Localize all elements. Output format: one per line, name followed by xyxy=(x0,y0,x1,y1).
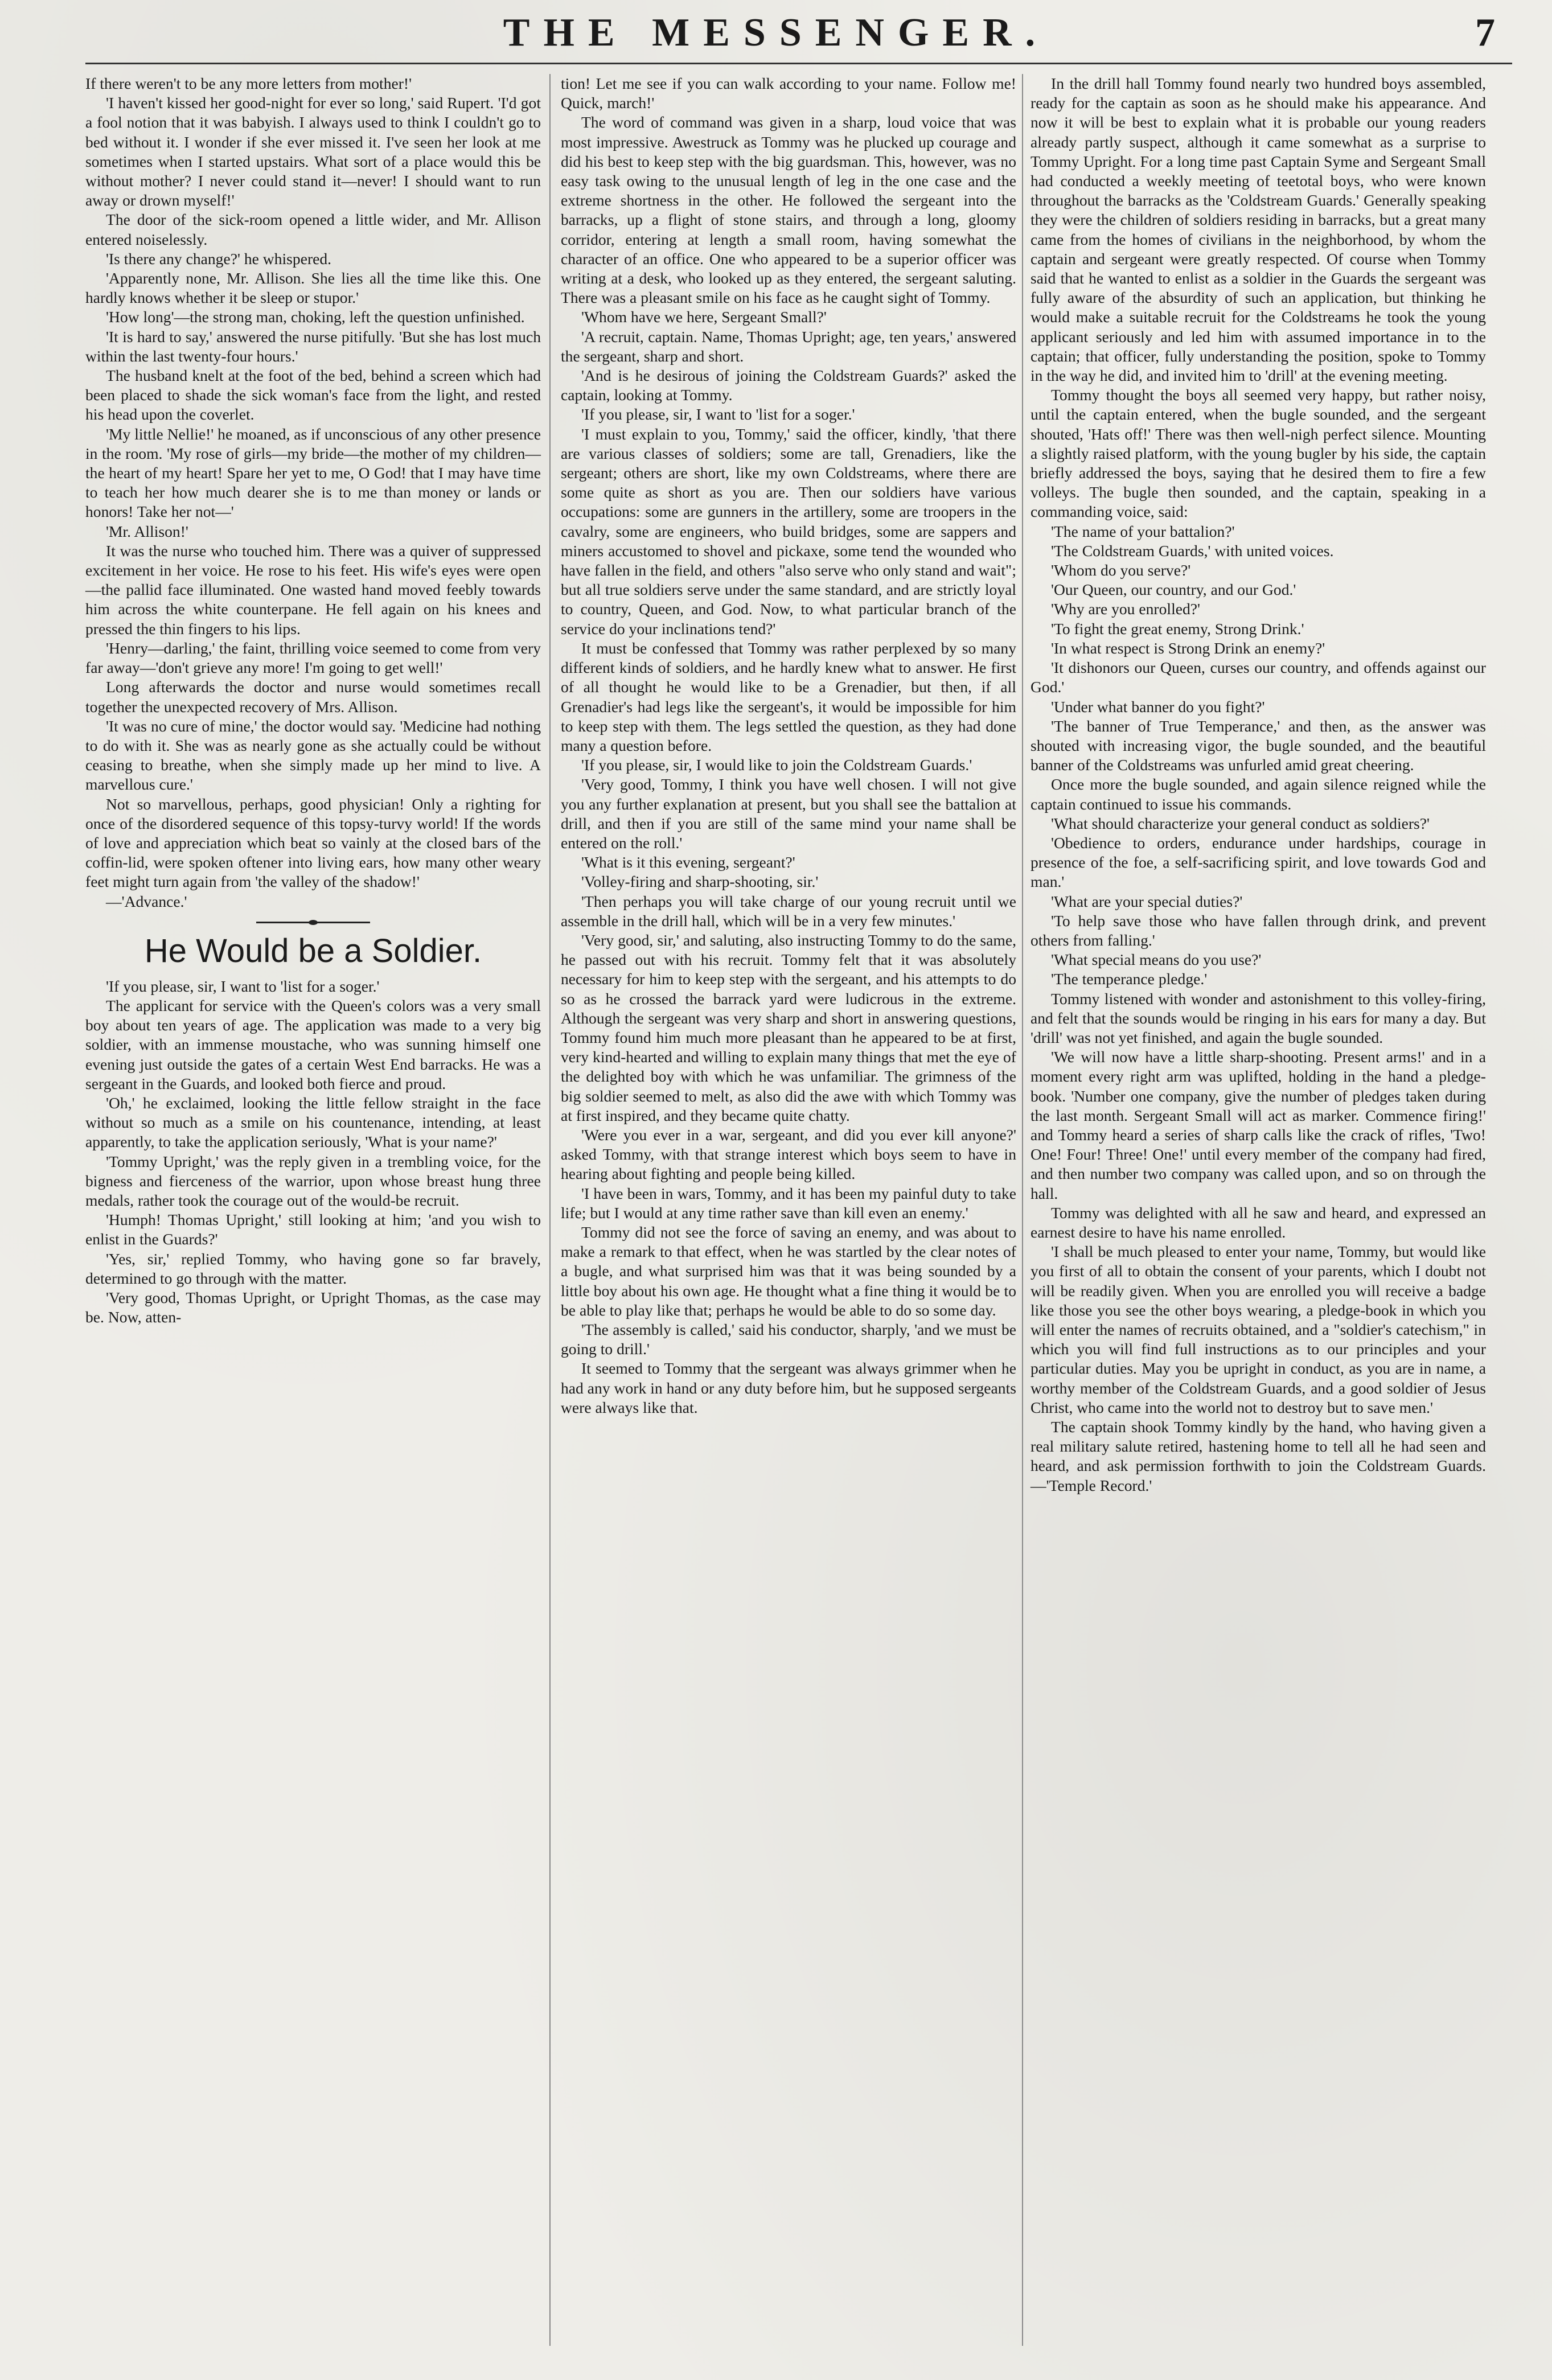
column-separator xyxy=(549,74,551,2346)
story-soldier-part-2 xyxy=(561,74,1016,1417)
paragraph: 'I haven't kissed her good-night for ever so long,' said Rupert. 'I'd got a fool notion that it was babyish. I always used to think I couldn't go to bed without it. I wonder if she ever missed it. I've seen her look at me sometimes when I started upstairs. What sort of a place would this be without mother? I never could stand it—never! I should want to run away or drown myself!' xyxy=(85,94,541,209)
section-divider xyxy=(256,922,370,923)
paragraph: 'How long'—the strong man, choking, left the question unfinished. xyxy=(106,308,525,326)
paragraph: If there weren't to be any more letters from mother!' xyxy=(85,75,412,92)
masthead-title: THE MESSENGER. xyxy=(503,11,1049,55)
paragraph: 'It dishonors our Queen, curses our country, and offends against our God.' xyxy=(1030,659,1486,696)
paragraph: 'The assembly is called,' said his conductor, sharply, 'and we must be going to drill.' xyxy=(561,1321,1016,1358)
paragraph: 'Were you ever in a war, sergeant, and did you ever kill anyone?' asked Tommy, with that strange interest which boys seem to have in hearing about fighting and people being killed. xyxy=(561,1125,1016,1183)
paragraph: 'Humph! Thomas Upright,' still looking at him; 'and you wish to enlist in the Guards?' xyxy=(85,1211,541,1248)
paragraph: Tommy was delighted with all he saw and heard, and expressed an earnest desire to have his name enrolled. xyxy=(1030,1203,1486,1241)
paragraph: Tommy thought the boys all seemed very happy, but rather noisy, until the captain entered, when the bugle sounded, and the sergeant shouted, 'Hats off!' There was then well-nigh perfect silence. Mounting a slightly raised platform, with the young bugler by his side, the captain briefly addressed the boys, saying that he desired them to fire a few volleys. The bugle then sounded, and the captain, speaking in a commanding voice, said: xyxy=(1030,386,1486,521)
header-rule xyxy=(85,63,1512,64)
paragraph: 'Then perhaps you will take charge of our young recruit until we assemble in the drill hall, which will be in a very few minutes.' xyxy=(561,892,1016,930)
paragraph: Long afterwards the doctor and nurse would sometimes recall together the unexpected recovery of Mrs. Allison. xyxy=(85,678,541,716)
paragraph: 'To help save those who have fallen through drink, and prevent others from falling.' xyxy=(1030,911,1486,949)
story-soldier-part-3 xyxy=(1030,74,1486,1495)
paragraph: 'Yes, sir,' replied Tommy, who having gone so far bravely, determined to go through with the matter. xyxy=(85,1249,541,1287)
paragraph: 'The temperance pledge.' xyxy=(1051,970,1208,988)
paragraph: It seemed to Tommy that the sergeant was always grimmer when he had any work in hand or any duty before him, but he supposed sergeants were always like that. xyxy=(561,1359,1016,1416)
article-headline: He Would be a Soldier. xyxy=(144,932,482,969)
column-2 xyxy=(561,74,1016,1417)
paragraph: 'If you please, sir, I would like to join the Coldstream Guards.' xyxy=(581,756,972,774)
paragraph: 'The Coldstream Guards,' with united voices. xyxy=(1051,541,1334,560)
paragraph: 'Very good, Tommy, I think you have well chosen. I will not give you any further explanation at present, but you shall see the battalion at drill, and then if you are still of the same mind your name shall be entered on the roll.' xyxy=(561,775,1016,852)
paragraph: 'If you please, sir, I want to 'list for a soger.' xyxy=(106,977,380,995)
paragraph: 'It is hard to say,' answered the nurse pitifully. 'But she has lost much within the last twenty-four hours.' xyxy=(85,327,541,365)
paragraph: 'Whom do you serve?' xyxy=(1051,561,1191,579)
paragraph: The word of command was given in a sharp, loud voice that was most impressive. Awestruck as Tommy was he plucked up courage and did his best to keep step with the big guardsman. This, however, was no easy task owing to the unusual length of leg in the one case and the extreme shortness in the other. He followed the sergeant into the barracks, up a flight of stone stairs, and through a long, gloomy corridor, entering at length a small room, having somewhat the character of an office. One who appeared to be a superior officer was writing at a desk, who looked up as they entered, the sergeant saluting. There was a pleasant smile on his face as he caught sight of Tommy. xyxy=(561,113,1016,307)
paragraph: 'Oh,' he exclaimed, looking the little fellow straight in the face without so much as a smile on his countenance, intending, at least apparently, to take the application seriously, 'What is your name?' xyxy=(85,1094,541,1151)
paragraph: 'Tommy Upright,' was the reply given in a trembling voice, for the bigness and fierceness of the warrior, upon whose breast hung three medals, rather took the courage out of the would-be recruit. xyxy=(85,1152,541,1209)
paragraph: 'Apparently none, Mr. Allison. She lies all the time like this. One hardly knows whether it be sleep or stupor.' xyxy=(85,269,541,307)
paragraph: 'In what respect is Strong Drink an enemy?' xyxy=(1051,639,1325,657)
paragraph: 'A recruit, captain. Name, Thomas Upright; age, ten years,' answered the sergeant, sharp and short. xyxy=(561,327,1016,365)
paragraph: 'Is there any change?' he whispered. xyxy=(106,249,332,268)
masthead xyxy=(0,10,1552,56)
paragraph: 'Why are you enrolled?' xyxy=(1051,600,1201,618)
column-3 xyxy=(1030,74,1486,1495)
paragraph: It must be confessed that Tommy was rather perplexed by so many different kinds of soldiers, and he hardly knew what to answer. He first of all thought he would like to be a Grenadier, but then, if all Grenadier's had legs like the sergeant's, it would be impossible for him to keep step with them. The legs settled the question, as they had done many a question before. xyxy=(561,639,1016,754)
paragraph: Not so marvellous, perhaps, good physician! Only a righting for once of the disordered sequence of this topsy-turvy world! If the words of love and appreciation which beat so vainly at the closed bars of the coffin-lid, were spoken oftener into living ears, how many other weary feet might turn again from 'the valley of the shadow!' xyxy=(85,795,541,891)
paragraph: 'I shall be much pleased to enter your name, Tommy, but would like you first of all to obtain the consent of your parents, which I doubt not will be readily given. When you are enrolled you will receive a badge like those you see the other boys wearing, a pledge-book in which you will enter the names of recruits obtained, and a "soldier's catechism," in which you will find full instructions as to our principles and your particular duties. May you be upright in conduct, as you are in name, a worthy member of the Coldstream Guards, and a good soldier of Jesus Christ, who came into the world not to destroy but to save men.' xyxy=(1030,1243,1486,1416)
paragraph: tion! Let me see if you can walk according to your name. Follow me! Quick, march!' xyxy=(561,75,1016,112)
paragraph: 'Henry—darling,' the faint, thrilling voice seemed to come from very far away—'don't grieve any more! I'm going to get well!' xyxy=(85,639,541,677)
paragraph: 'Under what banner do you fight?' xyxy=(1051,697,1265,716)
paragraph: 'And is he desirous of joining the Coldstream Guards?' asked the captain, looking at Tommy. xyxy=(561,367,1016,404)
paragraph: 'My little Nellie!' he moaned, as if unconscious of any other presence in the room. 'My rose of girls—my bride—the mother of my children—the heart of my heart! Spare her yet to me, O God! that I may have time to teach her how much dearer she is to me than money or lands or honors! Take her not—' xyxy=(85,425,541,521)
paragraph: The door of the sick-room opened a little wider, and Mr. Allison entered noiselessly. xyxy=(85,211,541,248)
paragraph: 'We will now have a little sharp-shooting. Present arms!' and in a moment every right arm was uplifted, holding in the hand a pledge-book. 'Number one company, give the number of pledges taken during the last month. Sergeant Small will act as marker. Commence firing!' and Tommy heard a series of sharp calls like the crack of rifles, 'Two! One! Four! Three! One!' until every member of the company had fired, and then number two company was called upon, and so on through the hall. xyxy=(1030,1048,1486,1202)
paragraph: 'To fight the great enemy, Strong Drink.' xyxy=(1051,619,1304,638)
paragraph: 'What are your special duties?' xyxy=(1051,892,1243,910)
paragraph: Tommy listened with wonder and astonishment to this volley-firing, and felt that the sounds would be ringing in his ears for many a day. But 'drill' was not yet finished, and again the bugle sounded. xyxy=(1030,989,1486,1046)
paragraph: 'Volley-firing and sharp-shooting, sir.' xyxy=(581,873,819,891)
page-number: 7 xyxy=(1475,11,1495,55)
paragraph: 'Mr. Allison!' xyxy=(106,522,188,540)
paragraph: Once more the bugle sounded, and again silence reigned while the captain continued to issue his commands. xyxy=(1030,775,1486,813)
paragraph: 'Obedience to orders, endurance under hardships, courage in presence of the foe, a self-sacrificing spirit, and love towards God and man.' xyxy=(1030,833,1486,891)
paragraph: 'Very good, sir,' and saluting, also instructing Tommy to do the same, he passed out with his recruit. Tommy felt that it was absolutely necessary for him to keep step with the sergeant, and his attempts to do so as he crossed the barrack yard were ludicrous in the extreme. Although the sergeant was very sharp and short in answering questions, Tommy found him much more pleasant than he appeared to be at first, very kind-hearted and willing to explain many things that met the eye of the delighted boy with which he was unfamiliar. The grimness of the big soldier seemed to melt, as also did the awe with which Tommy was at first inspired, and they became quite chatty. xyxy=(561,931,1016,1124)
story-soldier-part-1 xyxy=(85,977,541,1327)
paragraph: 'The name of your battalion?' xyxy=(1051,522,1235,540)
paragraph: 'What special means do you use?' xyxy=(1051,951,1262,969)
paragraph: 'The banner of True Temperance,' and then, as the answer was shouted with increasing vigor, the bugle sounded, and the beautiful banner of the Coldstreams was unfurled amid great cheering. xyxy=(1030,717,1486,774)
paragraph: 'If you please, sir, I want to 'list for a soger.' xyxy=(581,405,855,424)
paragraph: 'I must explain to you, Tommy,' said the officer, kindly, 'that there are various classes of soldiers; some are tall, Grenadiers, like the sergeant; others are short, like my own Coldstreams, where there are some quite as short as you are. Then our soldiers have various occupations: some are gunners in the artillery, some are troopers in the cavalry, some are engineers, who build bridges, some are sappers and miners accustomed to shovel and pickaxe, some tend the wounded who have fallen in the field, and others "also serve who only stand and wait"; but all true soldiers serve under the same standard, and are strictly loyal to country, Queen, and God. Now, to what particular branch of the service do your inclinations tend?' xyxy=(561,425,1016,638)
story-advance xyxy=(85,74,541,911)
paragraph: The husband knelt at the foot of the bed, behind a screen which had been placed to shade the sick woman's face from the light, and rested his head upon the coverlet. xyxy=(85,367,541,424)
column-separator xyxy=(1022,74,1023,2346)
paragraph: Tommy did not see the force of saving an enemy, and was about to make a remark to that effect, when he was startled by the clear notes of a bugle, and what surprised him was that it was being sounded by a little boy about his own age. He thought what a fine thing it would be to be able to play like that; perhaps he would be able to do so some day. xyxy=(561,1223,1016,1319)
paragraph: 'Very good, Thomas Upright, or Upright Thomas, as the case may be. Now, atten- xyxy=(85,1288,541,1326)
paragraph: The captain shook Tommy kindly by the hand, who having given a real military salute retired, hastening home to tell all he had seen and heard, and ask permission forthwith to join the Coldstream Guards.—'Temple Record.' xyxy=(1030,1418,1486,1494)
paragraph: —'Advance.' xyxy=(106,892,187,910)
paragraph: 'Whom have we here, Sergeant Small?' xyxy=(581,308,827,326)
paragraph: It was the nurse who touched him. There was a quiver of suppressed excitement in her voice. He rose to his feet. His wife's eyes were open—the pallid face illuminated. One wasted hand moved feebly towards him across the white counterpane. He fell again on his knees and pressed the thin fingers to his lips. xyxy=(85,541,541,638)
paragraph: 'What is it this evening, sergeant?' xyxy=(581,853,795,872)
paragraph: 'It was no cure of mine,' the doctor would say. 'Medicine had nothing to do with it. She was as nearly gone as she actually could be without ceasing to breathe, when she simply made up her mind to live. A marvellous cure.' xyxy=(85,717,541,794)
paragraph: 'What should characterize your general conduct as soldiers?' xyxy=(1051,814,1430,832)
paragraph: 'I have been in wars, Tommy, and it has been my painful duty to take life; but I would at any time rather save than kill even an enemy.' xyxy=(561,1184,1016,1222)
paragraph: In the drill hall Tommy found nearly two hundred boys assembled, ready for the captain as soon as he should make his appearance. And now it will be best to explain what it is probable our young readers already partly suspect, although it came somewhat as a surprise to Tommy Upright. For a long time past Captain Syme and Sergeant Small had conducted a weekly meeting of teetotal boys, who were known throughout the barracks as the 'Coldstream Guards.' Generally speaking they were the children of soldiers residing in barracks, but a great many came from the homes of civilians in the neighborhood, by whom the captain and sergeant were greatly respected. Of course when Tommy said that he wanted to enlist as a soldier in the Guards the sergeant was fully aware of the absurdity of such an application, but thinking he would make a suitable recruit for the Coldstreams he took the young applicant seriously and led him with assumed importance in to the captain; that officer, fully understanding the position, spoke to Tommy in the way he did, and invited him to 'drill' at the evening meeting. xyxy=(1030,75,1486,385)
column-1 xyxy=(85,74,541,1327)
paragraph: 'Our Queen, our country, and our God.' xyxy=(1051,581,1296,599)
paragraph: The applicant for service with the Queen's colors was a very small boy about ten years of age. The application was made to a very big soldier, with an immense moustache, who was sunning himself one evening just outside the gates of a certain West End barracks. He was a sergeant in the Guards, and looked both fierce and proud. xyxy=(85,996,541,1092)
